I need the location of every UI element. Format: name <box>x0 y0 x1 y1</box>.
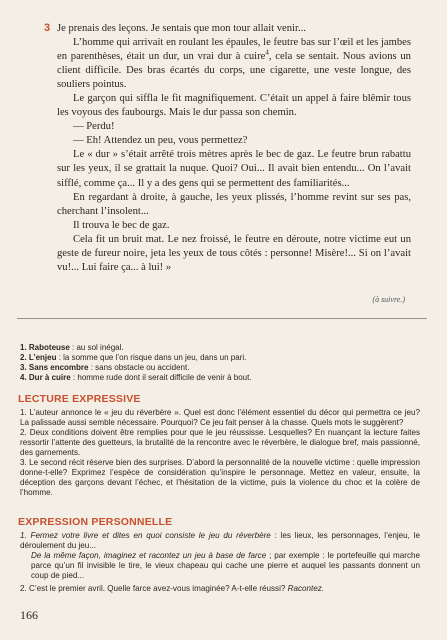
story-sentence: , cela se sentait. Nous avions un client difficile. Des bras écartés du corps, une cigarette, une veste longue, des souliers pointus. <box>57 51 411 91</box>
expression-body <box>20 531 420 594</box>
footnote-definition: : au sol inégal. <box>69 343 124 352</box>
footnote-term: Dur à cuire <box>28 373 71 382</box>
footnote-number: 4. <box>20 373 27 382</box>
footnotes <box>20 343 420 383</box>
expression-question <box>20 584 420 594</box>
story-line <box>57 22 411 36</box>
expression-prompt: Racontez. <box>285 584 325 594</box>
divider <box>17 318 427 319</box>
expression-detail: ; par exemple : le portefeuille qui marche parce qu’un fil invisible le tire, le vieux chapeau qui cache une pierre et auquel les passants donnent un coup de pied... <box>31 551 420 581</box>
expression-question <box>20 531 420 551</box>
footnote-number: 1. <box>20 343 27 352</box>
story-dialogue: — Eh! Attendez un peu, vous permettez? <box>73 135 248 147</box>
lecture-body <box>20 408 420 498</box>
footnote-definition: : sans obstacle ou accident. <box>88 363 190 372</box>
footnote-number: 3. <box>20 363 27 372</box>
story-text <box>57 22 411 275</box>
footnote-item <box>20 353 420 363</box>
footnote-definition: : homme rude dont il serait difficile de venir à bout. <box>70 373 252 382</box>
story-paragraph: Le « dur » s’était arrêté trois mètres après le bec de gaz. Le feutre brun rabattu sur les yeux, il se grattait la nuque. Quoi? Oui... Il avait bien entendu... On l’avait sifflé, comme ça... Il y a des gens qui se permettent des familiarités... <box>57 149 411 189</box>
footnote-number: 2. <box>20 353 27 362</box>
story-paragraph: Cela fit un bruit mat. Le nez froissé, le feutre en déroute, notre victime eut un geste de fureur noire, jeta les yeux de tous côtés : personne! Misère!... Si on l’avait vu!... Lui faire ça... à lui! » <box>57 233 411 273</box>
page-number: 166 <box>20 608 38 622</box>
section-number: 3 <box>44 22 51 34</box>
footnote-item <box>20 343 420 353</box>
footnote-term: L’enjeu <box>28 353 57 362</box>
footnote-item <box>20 373 420 383</box>
story-dialogue: — Perdu! <box>73 121 115 133</box>
story-sentence: Je prenais des leçons. Je sentais que mon tour allait venir... <box>57 23 306 34</box>
lecture-question: 2. Deux conditions doivent être remplies pour que le jeu réussisse. Lesquelles? En nuançant la lecture faites ressortir l’attente des guetteurs, la brutalité de la rencontre avec le réverbère, le dialogue bref, mais passionné, des garnements. <box>20 428 420 458</box>
expression-heading: EXPRESSION PERSONNELLE <box>18 516 173 528</box>
story-paragraph: Le garçon qui siffla le fit magnifiquement. C’était un appel à faire blêmir tous les voyous des faubourgs. Mais le dur passa son chemin. <box>57 93 411 119</box>
story-paragraph <box>57 36 411 92</box>
footnote-marker: 4 <box>265 48 269 57</box>
story-paragraph: En regardant à droite, à gauche, les yeux plissés, l’homme revint sur ses pas, cherchant l’insolent... <box>57 191 411 217</box>
expression-question <box>20 551 420 581</box>
footnote-term: Raboteuse <box>28 343 70 352</box>
to-follow-note: (à suivre.) <box>372 295 405 304</box>
footnote-definition: : la somme que l’on risque dans un jeu, dans un pari. <box>56 353 247 362</box>
story-paragraph: Il trouva le bec de gaz. <box>73 219 170 231</box>
story-sentence: L’homme qui arrivait en roulant les épaules, le feutre bas sur l’œil et les jambes en parenthèses, était un dur, un vrai dur à cuire <box>57 37 411 63</box>
expression-prompt: 1. Fermez votre livre et dites en quoi consiste le jeu du réverbère <box>20 531 271 540</box>
footnote-item <box>20 363 420 373</box>
expression-detail: 2. C’est le premier avril. Quelle farce avez-vous imaginée? A-t-elle réussi? <box>20 584 286 594</box>
lecture-heading: LECTURE EXPRESSIVE <box>18 393 141 405</box>
expression-prompt: De la même façon, imaginez et racontez un jeu à base de farce <box>31 551 267 561</box>
lecture-question: 1. L’auteur annonce le « jeu du réverbère ». Quel est donc l’élément essentiel du décor qui permettra ce jeu? La palissade aussi semble nécessaire. Pourquoi? Ce jeu fait penser à la chasse. Quels mots le suggèrent? <box>20 408 420 428</box>
lecture-question: 3. Le second récit réserve bien des surprises. D’abord la personnalité de la nouvelle victime : quelle impression donne-t-elle? Exprimez l’espèce de considération qu’inspire le personnage. Mettez en valeur, ensuite, la déception des garçons devant l’échec, et l’hésitation de la victime, puis la violence du choc et la colère de l’homme. <box>20 458 420 498</box>
footnote-term: Sans encombre <box>28 363 89 372</box>
expression-detail: : les lieux, les personnages, l’enjeu, le déroulement du jeu... <box>20 531 420 551</box>
